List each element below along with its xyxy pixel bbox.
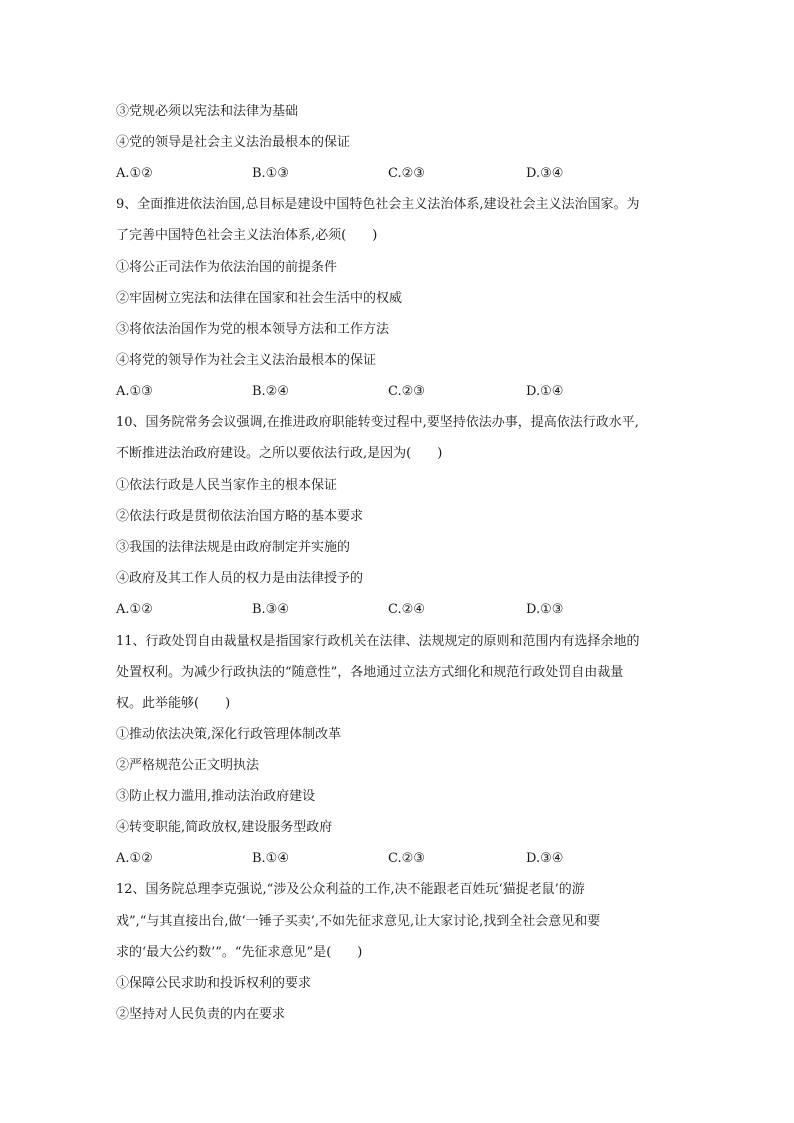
q8-option-d[interactable]: D.③④ bbox=[526, 166, 564, 181]
q9-option-d[interactable]: D.①④ bbox=[526, 384, 564, 399]
q12-statement-2: ②坚持对人民负责的内在要求 bbox=[116, 1007, 286, 1022]
q8-options bbox=[116, 166, 676, 182]
q12-stem-line-2: 戏”,“与其直接出台,做‘一锤子买卖’,不如先征求意见,让大家讨论,找到全社会意见和要 bbox=[116, 914, 601, 929]
q9-stem-line-1: 9、全面推进依法治国,总目标是建设中国特色社会主义法治体系,建设社会主义法治国家。为 bbox=[116, 197, 640, 212]
q11-stem-line-1: 11、行政处罚自由裁量权是指国家行政机关在法律、法规规定的原则和范围内有选择余地的 bbox=[116, 634, 640, 649]
q9-option-b[interactable]: B.②④ bbox=[252, 384, 289, 399]
q10-statement-4: ④政府及其工作人员的权力是由法律授予的 bbox=[116, 571, 364, 586]
q9-options bbox=[116, 384, 676, 400]
q9-option-a[interactable]: A.①③ bbox=[116, 384, 153, 399]
q11-statement-3: ③防止权力滥用,推动法治政府建设 bbox=[116, 789, 316, 804]
q11-option-c[interactable]: C.②③ bbox=[388, 851, 425, 866]
q12-stem-line-3: 求的‘最大公约数’”。“先征求意见”是( ) bbox=[116, 945, 363, 960]
q11-stem-line-2: 处置权利。为减少行政执法的“随意性”，各地通过立法方式细化和规范行政处罚自由裁量 bbox=[116, 665, 624, 680]
q11-option-a[interactable]: A.①② bbox=[116, 851, 153, 866]
q10-option-b[interactable]: B.③④ bbox=[252, 602, 289, 617]
q10-stem-line-1: 10、国务院常务会议强调,在推进政府职能转变过程中,要坚持依法办事，提高依法行政水平, bbox=[116, 415, 639, 430]
q10-option-d[interactable]: D.①③ bbox=[526, 602, 564, 617]
q8-option-a[interactable]: A.①② bbox=[116, 166, 153, 181]
q12-statement-1: ①保障公民求助和投诉权利的要求 bbox=[116, 976, 312, 991]
q11-option-b[interactable]: B.①④ bbox=[252, 851, 289, 866]
q9-statement-2: ②牢固树立宪法和法律在国家和社会生活中的权威 bbox=[116, 291, 403, 306]
q11-stem-line-3: 权。此举能够( ) bbox=[116, 696, 231, 711]
q10-option-c[interactable]: C.②④ bbox=[388, 602, 425, 617]
q11-statement-2: ②严格规范公正文明执法 bbox=[116, 758, 260, 773]
q10-statement-1: ①依法行政是人民当家作主的根本保证 bbox=[116, 478, 338, 493]
q10-statement-3: ③我国的法律法规是由政府制定并实施的 bbox=[116, 540, 351, 555]
q10-stem-line-2: 不断推进法治政府建设。之所以要依法行政,是因为( ) bbox=[116, 446, 443, 461]
q11-statement-1: ①推动依法决策,深化行政管理体制改革 bbox=[116, 727, 342, 742]
q8-statement-4: ④党的领导是社会主义法治最根本的保证 bbox=[116, 135, 351, 150]
q9-statement-1: ①将公正司法作为依法治国的前提条件 bbox=[116, 260, 338, 275]
q8-statement-3: ③党规必须以宪法和法律为基础 bbox=[116, 104, 299, 119]
q11-option-d[interactable]: D.③④ bbox=[526, 851, 564, 866]
q9-stem-line-2: 了完善中国特色社会主义法治体系,必须( ) bbox=[116, 228, 378, 243]
q10-statement-2: ②依法行政是贯彻依法治国方略的基本要求 bbox=[116, 509, 364, 524]
q9-statement-3: ③将依法治国作为党的根本领导方法和工作方法 bbox=[116, 322, 390, 337]
q10-option-a[interactable]: A.①② bbox=[116, 602, 153, 617]
q9-option-c[interactable]: C.②③ bbox=[388, 384, 425, 399]
q8-option-c[interactable]: C.②③ bbox=[388, 166, 425, 181]
q12-stem-line-1: 12、国务院总理李克强说,“涉及公众利益的工作,决不能跟老百姓玩‘猫捉老鼠’的游 bbox=[116, 882, 585, 897]
q11-options bbox=[116, 851, 676, 867]
q11-statement-4: ④转变职能,简政放权,建设服务型政府 bbox=[116, 820, 333, 835]
q8-option-b[interactable]: B.①③ bbox=[252, 166, 289, 181]
q9-statement-4: ④将党的领导作为社会主义法治最根本的保证 bbox=[116, 353, 377, 368]
q10-options bbox=[116, 602, 676, 618]
